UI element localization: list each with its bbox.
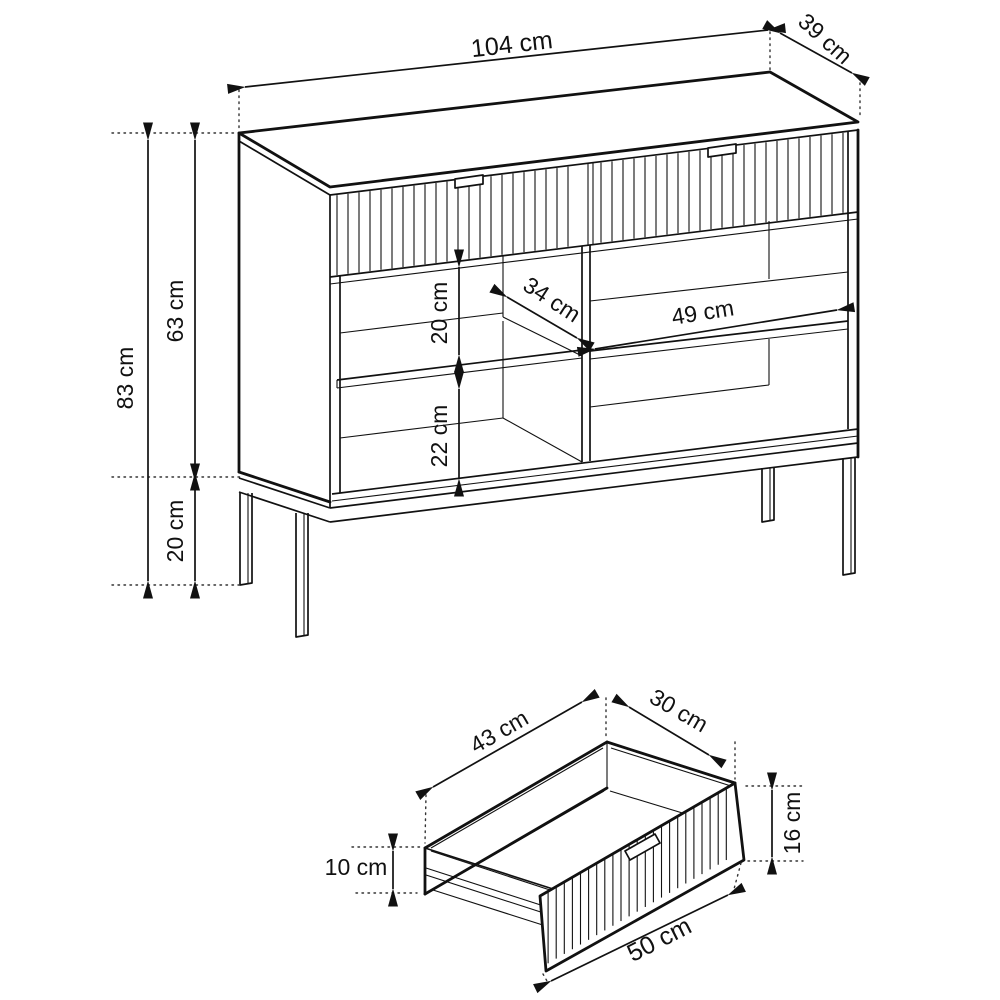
right-drawer-handle bbox=[708, 144, 736, 157]
shelf-depth-label: 34 cm bbox=[518, 271, 586, 328]
drawer-inner-depth-label: 30 cm bbox=[645, 683, 713, 738]
cabinet-width-label: 104 cm bbox=[469, 26, 555, 64]
drawer-front-width-label: 50 cm bbox=[622, 911, 697, 968]
cabinet-depth-label: 39 cm bbox=[793, 7, 858, 70]
left-drawer-handle bbox=[455, 175, 483, 188]
cabinet-total-height-label: 83 cm bbox=[112, 346, 139, 410]
cabinet-leg-height-label: 20 cm bbox=[162, 499, 189, 563]
right-shelf bbox=[590, 321, 848, 351]
drawer-inner-width-label: 43 cm bbox=[465, 704, 533, 759]
lower-shelf-space-label: 22 cm bbox=[426, 404, 453, 468]
cabinet-body-height-label: 63 cm bbox=[162, 279, 189, 343]
drawer-front-height-label: 16 cm bbox=[779, 791, 806, 855]
upper-shelf-space-label: 20 cm bbox=[426, 281, 453, 345]
drawer-drawing bbox=[425, 742, 744, 971]
cabinet-top-face bbox=[239, 72, 858, 187]
right-shelf-width-label: 49 cm bbox=[669, 294, 736, 330]
drawer-side-height-label: 10 cm bbox=[324, 854, 388, 881]
cabinet-legs bbox=[240, 458, 855, 637]
cabinet-drawing bbox=[239, 72, 858, 637]
cabinet-dimensions bbox=[112, 8, 860, 585]
